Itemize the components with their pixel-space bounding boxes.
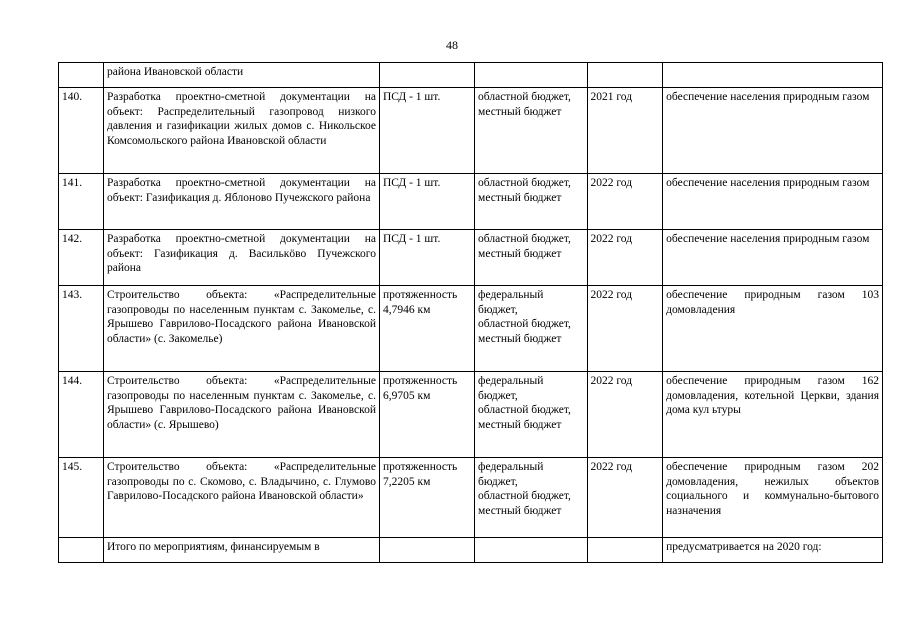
table-row [59,458,883,538]
budget-cell: федеральный бюджет, областной бюджет, местный бюджет [475,286,587,372]
year-cell: 2022 год [587,286,663,372]
unit-cell: ПСД - 1 шт. [379,174,474,230]
unit-cell: протяженность 4,7946 км [379,286,474,372]
row-number-cell: 142. [59,230,104,286]
table-row [59,174,883,230]
table-row [59,286,883,372]
row-number-cell: 145. [59,458,104,538]
measure-name-cell: Строительство объекта: «Распределительные газопроводы по с. Скомово, с. Владычино, с. Глумово Гаврилово-Посадского района Ивановской области» [103,458,379,538]
year-cell: 2021 год [587,88,663,174]
page-number: 48 [446,38,458,52]
year-cell: 2022 год [587,174,663,230]
budget-cell: областной бюджет, местный бюджет [475,88,587,174]
unit-cell: протяженность 7,2205 км [379,458,474,538]
unit-cell: ПСД - 1 шт. [379,230,474,286]
result-cell [663,63,883,88]
table-row [59,230,883,286]
result-cell: обеспечение населения природным газом [663,88,883,174]
row-number-cell [59,538,104,563]
row-number-cell: 140. [59,88,104,174]
budget-cell [475,538,587,563]
unit-cell: ПСД - 1 шт. [379,88,474,174]
year-cell: 2022 год [587,458,663,538]
result-cell: предусматривается на 2020 год: [663,538,883,563]
result-cell: обеспечение населения природным газом [663,230,883,286]
measure-name-cell: Строительство объекта: «Распределительные газопроводы по населенным пунктам с. Закомелье, с. Ярышево Гаврилово-Посадского района Ивановской области» (с. Ярышево) [103,372,379,458]
measure-name-cell: района Ивановской области [103,63,379,88]
budget-cell: областной бюджет, местный бюджет [475,230,587,286]
year-cell: 2022 год [587,372,663,458]
table-row [59,372,883,458]
row-number-cell: 141. [59,174,104,230]
budget-cell: федеральный бюджет, областной бюджет, местный бюджет [475,458,587,538]
table-row [59,88,883,174]
budget-cell: федеральный бюджет, областной бюджет, местный бюджет [475,372,587,458]
year-cell [587,63,663,88]
row-number-cell: 143. [59,286,104,372]
budget-cell [475,63,587,88]
budget-cell: областной бюджет, местный бюджет [475,174,587,230]
table-row [59,538,883,563]
result-cell: обеспечение населения природным газом [663,174,883,230]
measure-name-cell: Строительство объекта: «Распределительные газопроводы по населенным пунктам с. Закомелье, с. Ярышево Гаврилово-Посадского района Ивановской области» (с. Закомелье) [103,286,379,372]
row-number-cell [59,63,104,88]
measure-name-cell: Разработка проектно-сметной документации на объект: Газификация д. Яблоново Пучежского района [103,174,379,230]
year-cell [587,538,663,563]
measure-name-cell: Разработка проектно-сметной документации на объект: Распределительный газопровод низкого давления и газификации жилых домов с. Никольское Комсомольского района Ивановской области [103,88,379,174]
result-cell: обеспечение природным газом 162 домовладения, котельной Церкви, здания дома кул ьтуры [663,372,883,458]
measures-table [58,62,883,563]
unit-cell: протяженность 6,9705 км [379,372,474,458]
unit-cell [379,538,474,563]
table-row [59,63,883,88]
measure-name-cell: Разработка проектно-сметной документации на объект: Газификация д. Василькöво Пучежского района [103,230,379,286]
result-cell: обеспечение природным газом 202 домовладения, нежилых объектов социального и коммунально-бытового назначения [663,458,883,538]
year-cell: 2022 год [587,230,663,286]
row-number-cell: 144. [59,372,104,458]
measure-name-cell: Итого по мероприятиям, финансируемым в [103,538,379,563]
unit-cell [379,63,474,88]
result-cell: обеспечение природным газом 103 домовладения [663,286,883,372]
